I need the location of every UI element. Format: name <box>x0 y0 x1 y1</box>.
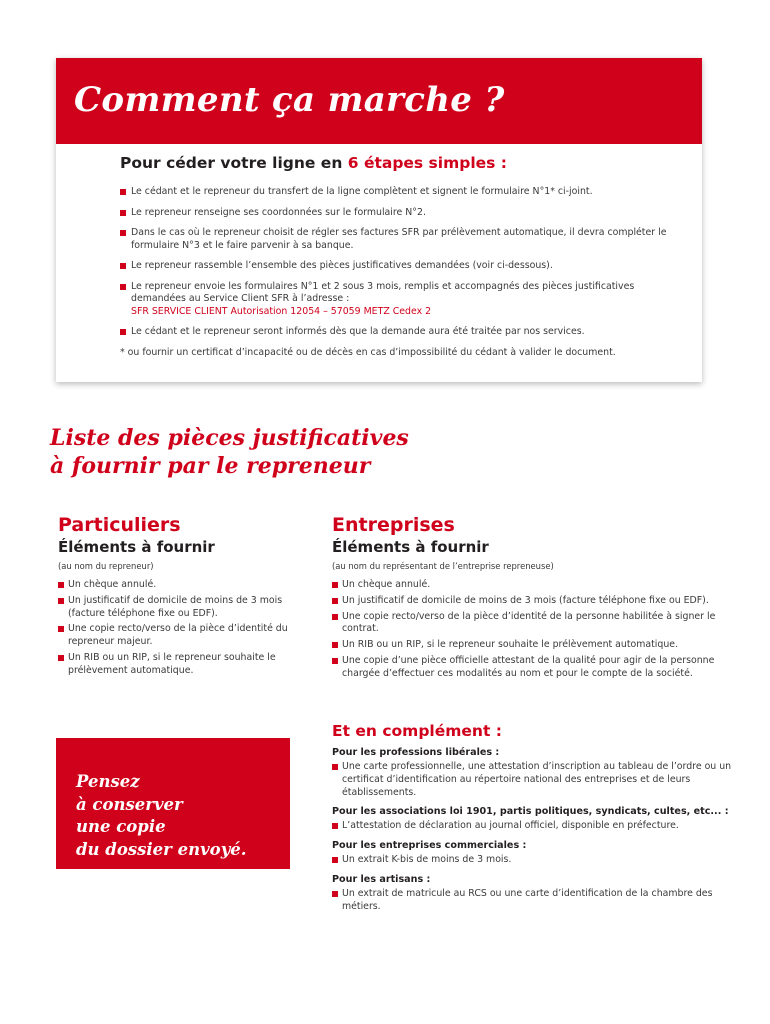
reminder-text: Pensez à conserver une copie du dossier envoyé. <box>76 772 247 859</box>
list-item-text: L’attestation de déclaration au journal officiel, disponible en préfecture. <box>342 820 679 832</box>
step-item <box>120 227 678 252</box>
entreprises-note: (au nom du représentant de l’entreprise repreneuse) <box>332 561 554 571</box>
square-bullet-icon <box>120 210 126 216</box>
particuliers-note: (au nom du repreneur) <box>58 561 154 571</box>
complement-group-heading: Pour les artisans : <box>332 873 431 885</box>
documents-list-title-line2: à fournir par le repreneur <box>50 453 371 479</box>
footnote: * ou fournir un certificat d’incapacité ou de décès en cas d’impossibilité du cédant à valider le document. <box>120 346 616 358</box>
list-item <box>332 579 732 592</box>
complement-group <box>332 806 732 833</box>
particuliers-subheading: Éléments à fournir <box>58 538 215 556</box>
how-it-works-card <box>56 58 702 382</box>
list-item-text: Un extrait de matricule au RCS ou une carte d’identification de la chambre des métiers. <box>342 887 713 912</box>
entreprises-section <box>332 513 732 684</box>
steps-title <box>120 154 678 172</box>
particuliers-heading: Particuliers <box>58 514 181 536</box>
square-bullet-icon <box>332 857 338 863</box>
square-bullet-icon <box>120 263 126 269</box>
square-bullet-icon <box>120 284 126 290</box>
steps-title-accent: 6 étapes simples : <box>347 154 507 172</box>
square-bullet-icon <box>332 764 338 770</box>
list-item <box>58 623 298 649</box>
complement-section <box>332 722 732 921</box>
step-item <box>120 186 678 199</box>
square-bullet-icon <box>332 614 338 620</box>
step-text: Le cédant et le repreneur seront informés dès que la demande aura été traitée par nos services. <box>131 326 585 337</box>
how-it-works-title: Comment ça marche ? <box>74 80 505 120</box>
list-item <box>332 854 732 867</box>
entreprises-list <box>332 579 732 681</box>
square-bullet-icon <box>120 230 126 236</box>
list-item-text: Un extrait K-bis de moins de 3 mois. <box>342 854 512 866</box>
step-text: Le repreneur rassemble l’ensemble des pièces justificatives demandées (voir ci-dessous). <box>131 260 553 271</box>
list-item <box>58 595 298 621</box>
square-bullet-icon <box>332 891 338 897</box>
particuliers-list <box>58 579 298 678</box>
documents-list-title-line1: Liste des pièces justificatives <box>50 425 409 451</box>
list-item-text: Une copie d’une pièce officielle attestant de la qualité pour agir de la personne chargée d’effectuer ces modalités au nom et pour le compte de la société. <box>342 654 715 679</box>
list-item <box>332 820 732 833</box>
list-item-text: Une copie recto/verso de la pièce d’identité du repreneur majeur. <box>68 623 288 648</box>
square-bullet-icon <box>332 598 338 604</box>
list-item <box>332 761 732 799</box>
square-bullet-icon <box>332 582 338 588</box>
step-text: Le cédant et le repreneur du transfert de la ligne complètent et signent le formulaire N°1* ci-joint. <box>131 186 593 197</box>
steps-title-prefix: Pour céder votre ligne en <box>120 154 348 172</box>
complement-group <box>332 874 732 914</box>
complement-group-heading: Pour les professions libérales : <box>332 747 500 758</box>
step-text: Le repreneur envoie les formulaires N°1 et 2 sous 3 mois, remplis et accompagnés des pièces justificatives demandées au Service Client SFR à l’adresse : <box>131 280 635 304</box>
documents-list-title <box>50 424 409 480</box>
square-bullet-icon <box>332 823 338 829</box>
step-item <box>120 260 678 273</box>
list-item <box>332 595 732 608</box>
how-it-works-header <box>56 58 702 144</box>
complement-group-heading: Pour les entreprises commerciales : <box>332 840 527 852</box>
step-text: Dans le cas où le repreneur choisit de régler ses factures SFR par prélèvement automatique, il devra compléter le formulaire N°3 et le faire parvenir à sa banque. <box>131 227 667 251</box>
step-item <box>120 326 678 339</box>
complement-group <box>332 747 732 799</box>
list-item-text: Un RIB ou un RIP, si le repreneur souhaite le prélèvement automatique. <box>68 651 276 676</box>
complement-title: Et en complément : <box>332 722 502 740</box>
list-item-text: Un justificatif de domicile de moins de 3 mois (facture téléphone fixe ou EDF). <box>68 594 283 619</box>
square-bullet-icon <box>332 642 338 648</box>
list-item <box>332 655 732 681</box>
square-bullet-icon <box>120 329 126 335</box>
keep-copy-reminder <box>56 738 290 869</box>
list-item <box>58 652 298 678</box>
list-item <box>332 611 732 637</box>
square-bullet-icon <box>58 655 64 661</box>
steps-list <box>120 186 678 339</box>
step-item <box>120 207 678 220</box>
list-item-text: Un justificatif de domicile de moins de 3 mois (facture téléphone fixe ou EDF). <box>342 594 709 606</box>
list-item-text: Un chèque annulé. <box>342 579 431 590</box>
list-item <box>332 639 732 652</box>
entreprises-heading: Entreprises <box>332 514 455 536</box>
entreprises-subheading: Éléments à fournir <box>332 538 489 556</box>
complement-group <box>332 840 732 867</box>
service-client-address: SFR SERVICE CLIENT Autorisation 12054 – 57059 METZ Cedex 2 <box>131 305 432 317</box>
square-bullet-icon <box>58 626 64 632</box>
particuliers-section <box>58 513 298 681</box>
square-bullet-icon <box>120 189 126 195</box>
list-item <box>332 888 732 914</box>
square-bullet-icon <box>58 582 64 588</box>
list-item-text: Une carte professionnelle, une attestation d’inscription au tableau de l’ordre ou un certificat d’identification au répertoire national des entreprises et de leurs établissements. <box>342 761 732 798</box>
step-text: Le repreneur renseigne ses coordonnées sur le formulaire N°2. <box>131 206 426 218</box>
step-item <box>120 281 678 319</box>
complement-group-heading: Pour les associations loi 1901, partis politiques, syndicats, cultes, etc... : <box>332 806 729 818</box>
list-item-text: Un chèque annulé. <box>68 579 157 590</box>
list-item-text: Une copie recto/verso de la pièce d’identité de la personne habilitée à signer le contrat. <box>342 610 716 635</box>
square-bullet-icon <box>332 658 338 664</box>
list-item <box>58 579 298 592</box>
square-bullet-icon <box>58 598 64 604</box>
steps-section <box>56 144 702 358</box>
list-item-text: Un RIB ou un RIP, si le repreneur souhaite le prélèvement automatique. <box>342 639 679 651</box>
